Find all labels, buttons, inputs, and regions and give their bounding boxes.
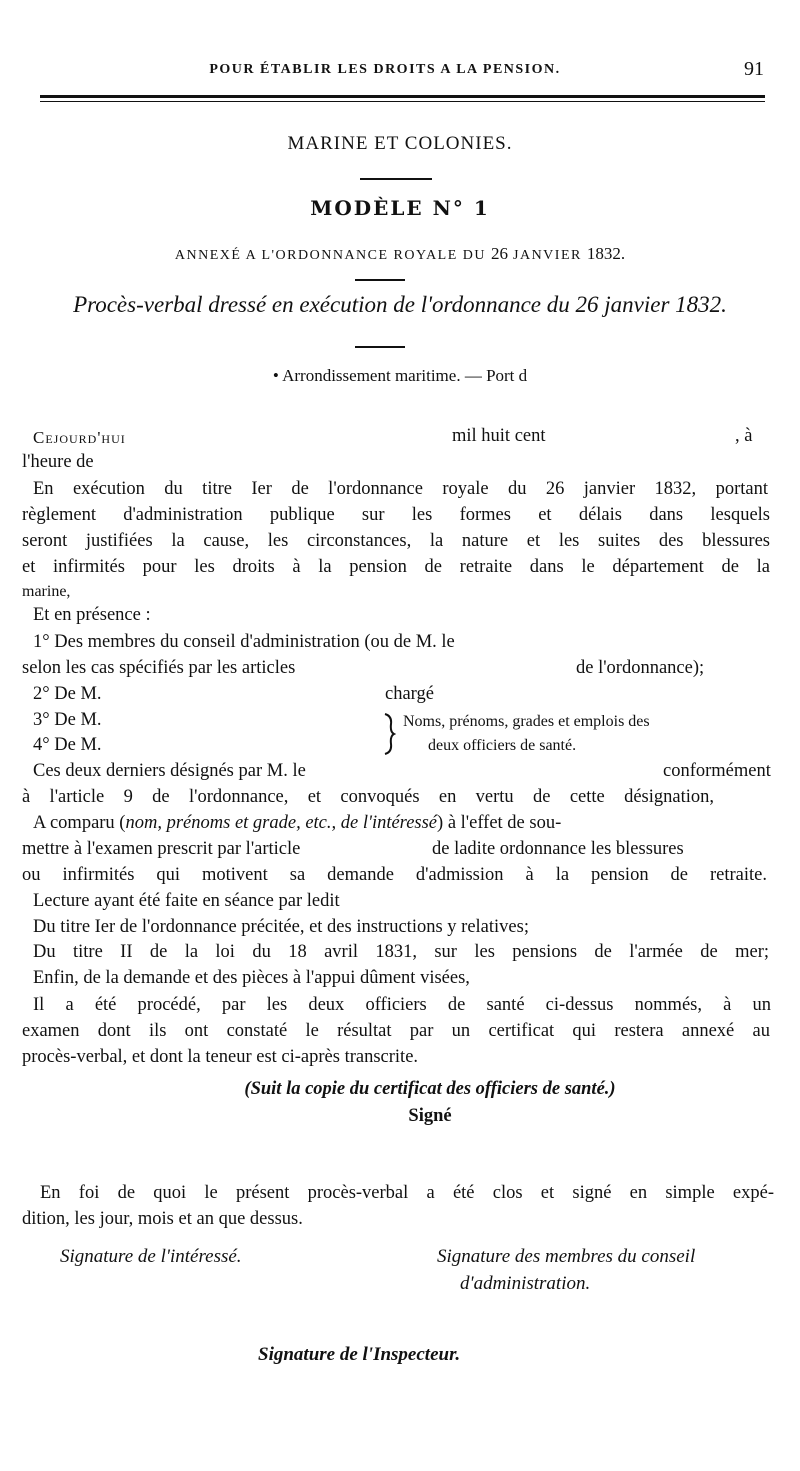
comma-a-label: , à xyxy=(735,426,753,446)
closing-line: En foi de quoi le présent procès-verbal a été clos et signé en simple expé- xyxy=(40,1183,774,1203)
lecture-line: Du titre Ier de l'ordonnance précitée, et des instructions y relatives; xyxy=(33,917,529,937)
annex-line xyxy=(0,244,800,264)
lecture-line: Lecture ayant été faite en séance par ledit xyxy=(33,891,340,911)
header-rule-thick xyxy=(40,95,765,98)
paragraph-line: règlement d'administration publique sur les formes et délais dans lesquels xyxy=(22,505,770,525)
annex-day: 26 xyxy=(491,244,509,263)
annex-month: JANVIER xyxy=(513,248,582,263)
divider-rule xyxy=(355,346,405,348)
item-2-label: 2° De M. xyxy=(33,684,102,704)
paragraph-line: En exécution du titre Ier de l'ordonnance royale du 26 janvier 1832, portant xyxy=(33,479,768,499)
designation-line-1-right: conformément xyxy=(663,761,771,781)
comparu-text: ) à l'effet de sou- xyxy=(437,813,562,833)
comparu-line-3: ou infirmités qui motivent sa demande d'admission à la pension de retraite. xyxy=(22,865,767,885)
divider-rule xyxy=(360,178,432,180)
comparu-italic: nom, prénoms et grade, etc., de l'intéressé xyxy=(125,813,438,833)
header-rule-thin xyxy=(40,101,765,102)
comparu-line-2-left: mettre à l'examen prescrit par l'article xyxy=(22,839,301,859)
brace-note-line-2: deux officiers de santé. xyxy=(428,737,577,754)
lecture-line: Enfin, de la demande et des pièces à l'appui dûment visées, xyxy=(33,968,470,988)
signature-inspecteur: Signature de l'Inspecteur. xyxy=(258,1344,461,1365)
procede-line: examen dont ils ont constaté le résultat par un certificat qui restera annexé au xyxy=(22,1021,770,1041)
arrondissement-line: • Arrondissement maritime. — Port d xyxy=(272,366,528,385)
annex-text: ANNEXÉ A L'ORDONNANCE ROYALE DU xyxy=(174,248,487,263)
section-title: MARINE ET COLONIES. xyxy=(287,133,513,154)
item-4-label: 4° De M. xyxy=(33,735,102,755)
signature-interesse: Signature de l'intéressé. xyxy=(60,1246,242,1267)
paragraph-line: marine, xyxy=(22,583,71,600)
item-1-line-2-right: de l'ordonnance); xyxy=(576,658,705,678)
annex-year: 1832. xyxy=(586,244,626,263)
model-title: MODÈLE N° 1 xyxy=(310,196,490,220)
signe-label: Signé xyxy=(408,1106,452,1126)
divider-rule xyxy=(355,279,405,281)
brace-icon xyxy=(382,712,396,756)
procede-line: procès-verbal, et dont la teneur est ci-après transcrite. xyxy=(22,1047,419,1067)
cejourdhui-label: Cejourd'hui xyxy=(33,428,126,447)
paragraph-line: et infirmités pour les droits à la pension de retraite dans le département de la xyxy=(22,557,770,577)
item-2-charge: chargé xyxy=(385,684,434,704)
signature-conseil-line-2: d'administration. xyxy=(460,1273,591,1294)
item-3-label: 3° De M. xyxy=(33,710,102,730)
brace-note-line-1: Noms, prénoms, grades et emplois des xyxy=(403,713,650,730)
mil-huit-cent-label: mil huit cent xyxy=(452,426,546,446)
comparu-text: A comparu ( xyxy=(33,813,126,833)
designation-line-2: à l'article 9 de l'ordonnance, et convoqués en vertu de cette désignation, xyxy=(22,787,714,807)
item-1-line: 1° Des membres du conseil d'administration (ou de M. le xyxy=(33,632,455,652)
item-1-line-2-left: selon les cas spécifiés par les articles xyxy=(22,658,296,678)
comparu-line-1 xyxy=(33,813,561,834)
copy-note: (Suit la copie du certificat des officiers de santé.) xyxy=(244,1079,616,1099)
heure-label: l'heure de xyxy=(22,452,94,472)
paragraph-line: seront justifiées la cause, les circonstances, la nature et les suites des blessures xyxy=(22,531,770,551)
running-title: POUR ÉTABLIR LES DROITS A LA PENSION. xyxy=(209,62,561,77)
signature-conseil-line-1: Signature des membres du conseil xyxy=(437,1246,696,1267)
presence-line: Et en présence : xyxy=(33,605,151,625)
designation-line-1-left: Ces deux derniers désignés par M. le xyxy=(33,761,306,781)
lecture-line: Du titre II de la loi du 18 avril 1831, sur les pensions de l'armée de mer; xyxy=(33,942,769,962)
proces-verbal-title: Procès-verbal dressé en exécution de l'ordonnance du 26 janvier 1832. xyxy=(73,292,727,317)
procede-line: Il a été procédé, par les deux officiers de santé ci-dessus nommés, à un xyxy=(33,995,771,1015)
closing-line: dition, les jour, mois et an que dessus. xyxy=(22,1209,303,1229)
running-header xyxy=(0,58,800,86)
page-number: 91 xyxy=(744,58,764,80)
comparu-line-2-right: de ladite ordonnance les blessures xyxy=(432,839,684,859)
